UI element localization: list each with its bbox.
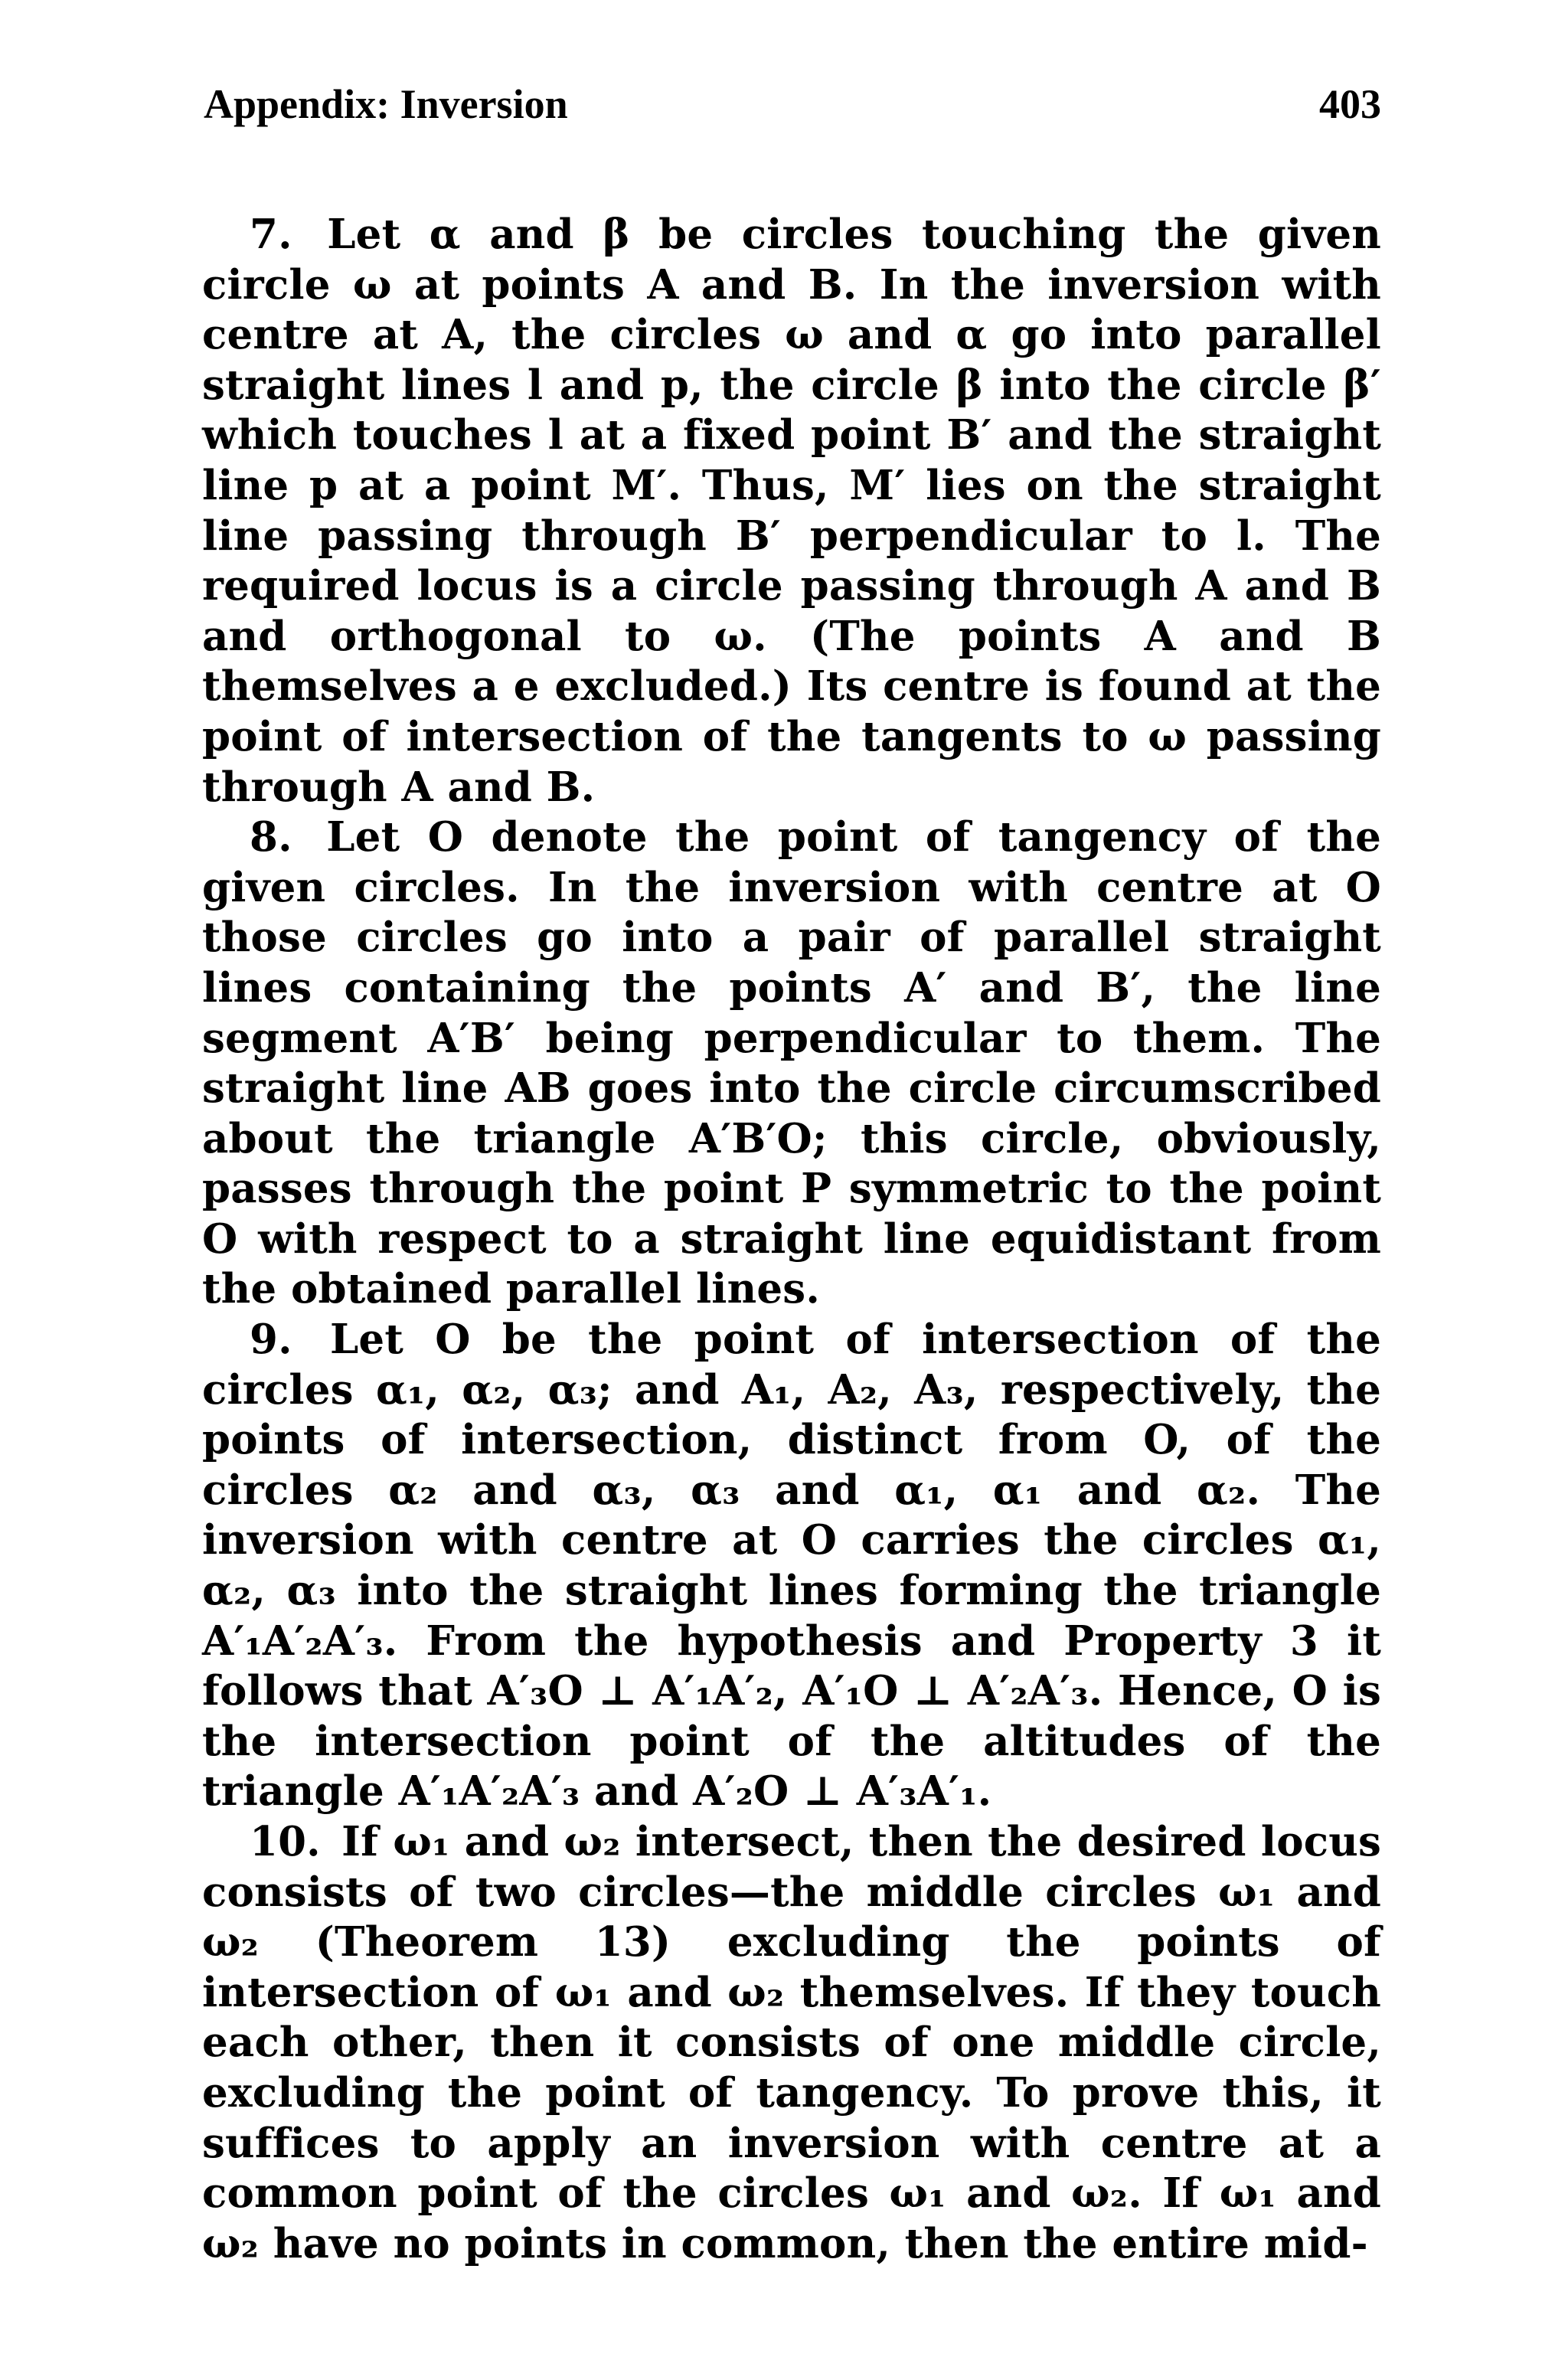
chapter-title: Appendix: Inversion	[204, 81, 568, 127]
solution-paragraph-9	[202, 1315, 1381, 1817]
book-page	[202, 74, 1381, 2269]
solution-text: Let O be the point of intersection of the circles α₁, α₂, α₃; and A₁, A₂, A₃, respectively, the points of intersection, distinct from O, of the circles α₂ and α₃, α₃ and α₁, α₁ and α₂. The inversion with centre at O carries the circles α₁, α₂, α₃ into the straight lines forming the triangle A′₁A′₂A′₃. From the hypothesis and Property 3 it follows that A′₃O ⊥ A′₁A′₂, A′₁O ⊥ A′₂A′₃. Hence, O is the intersection point of the altitudes of the triangle A′₁A′₂A′₃ and A′₂O ⊥ A′₃A′₁.	[202, 1316, 1381, 1816]
body-text	[202, 210, 1381, 2269]
solution-text: If ω₁ and ω₂ intersect, then the desired locus consists of two circles—the middle circles ω₁ and ω₂ (Theorem 13) excluding the points of intersection of ω₁ and ω₂ themselves. If they touch each other, then it consists of one middle circle, excluding the point of tangency. To prove this, it suffices to apply an inversion with centre at a common point of the circles ω₁ and ω₂. If ω₁ and ω₂ have no points in common, then the entire mid-	[202, 1818, 1381, 2267]
page-number: 403	[1319, 81, 1381, 127]
solution-number: 7.	[250, 211, 292, 258]
solution-paragraph-8	[202, 812, 1381, 1315]
solution-number: 8.	[250, 813, 292, 861]
solution-text: Let α and β be circles touching the given circle ω at points A and B. In the inversion with centre at A, the circles ω and α go into parallel straight lines l and p, the circle β into the circle β′ which touches l at a fixed point B′ and the straight line p at a point M′. Thus, M′ lies on the straight line passing through B′ perpendicular to l. The required locus is a circle passing through A and B and orthogonal to ω. (The points A and B themselves a e excluded.) Its centre is found at the point of intersection of the tangents to ω passing through A and B.	[202, 211, 1381, 811]
solution-number: 10.	[250, 1818, 321, 1865]
solution-paragraph-10	[202, 1817, 1381, 2269]
running-head	[202, 74, 1381, 135]
solution-text: Let O denote the point of tangency of the given circles. In the inversion with centre at O those circles go into a pair of parallel straight lines containing the points A′ and B′, the line segment A′B′ being perpendicular to them. The straight line AB goes into the circle circumscribed about the triangle A′B′O; this circle, obviously, passes through the point P symmetric to the point O with respect to a straight line equidistant from the obtained parallel lines.	[202, 813, 1381, 1313]
solution-paragraph-7	[202, 210, 1381, 812]
solution-number: 9.	[250, 1316, 292, 1364]
